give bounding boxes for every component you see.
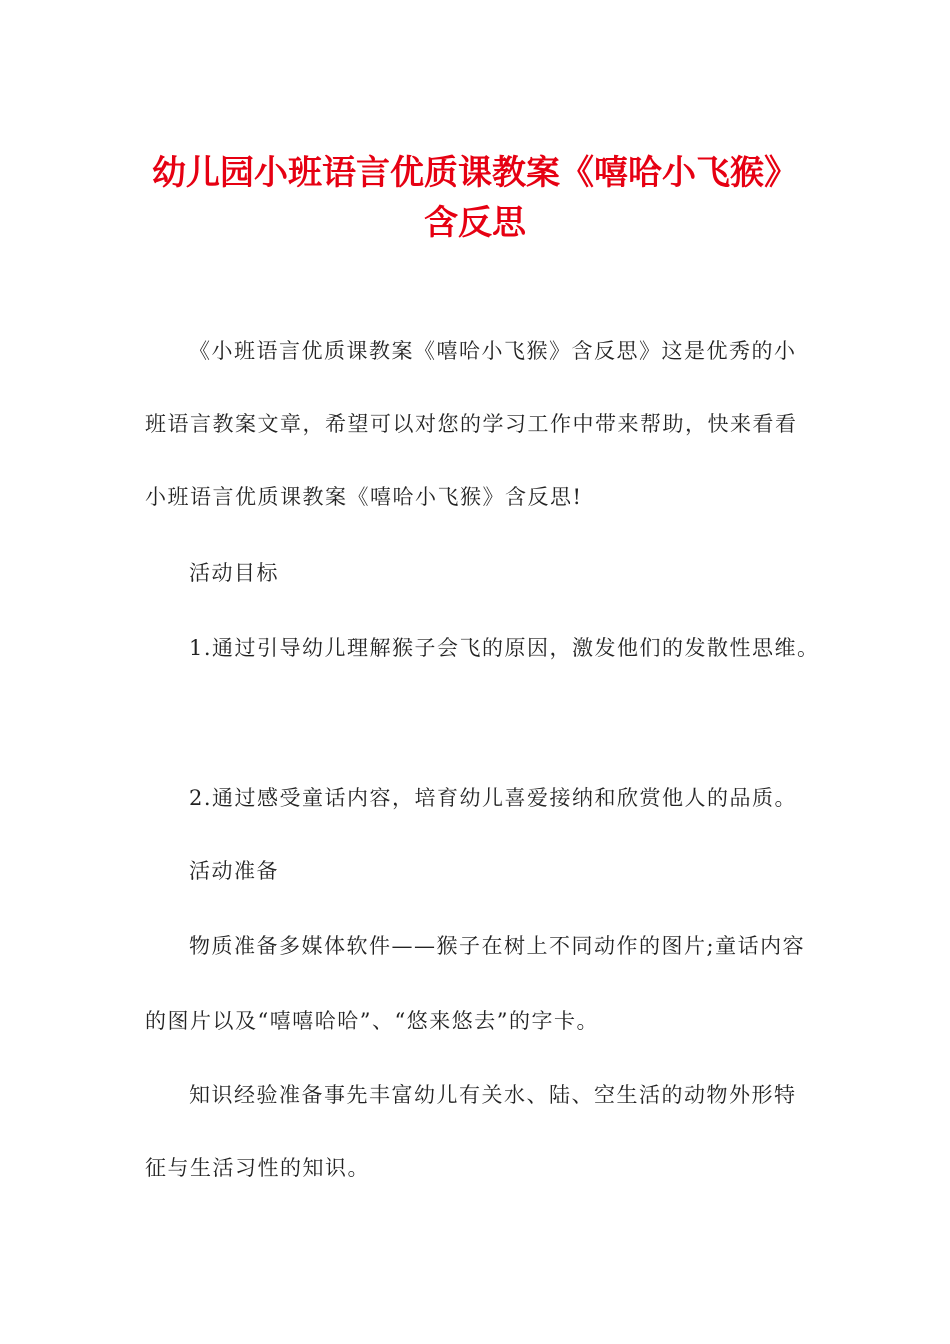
intro-line-2: 班语言教案文章，希望可以对您的学习工作中带来帮助，快来看看 — [145, 412, 798, 436]
intro-line-3: 小班语言优质课教案《嘻哈小飞猴》含反思! — [145, 485, 583, 509]
document-title-line-1: 幼儿园小班语言优质课教案《嘻哈小飞猴》 — [152, 153, 798, 193]
heading-activity-prep: 活动准备 — [189, 859, 279, 883]
prep-knowledge-line-2: 征与生活习性的知识。 — [145, 1156, 370, 1180]
prep-material-line-1: 物质准备多媒体软件——猴子在树上不同动作的图片;童话内容 — [189, 934, 806, 958]
intro-line-1: 《小班语言优质课教案《嘻哈小飞猴》含反思》这是优秀的小 — [189, 339, 797, 363]
heading-activity-goals: 活动目标 — [189, 561, 279, 585]
goal-item-2: 2.通过感受童话内容，培育幼儿喜爱接纳和欣赏他人的品质。 — [189, 786, 798, 810]
prep-knowledge-line-1: 知识经验准备事先丰富幼儿有关水、陆、空生活的动物外形特 — [189, 1083, 797, 1107]
goal-item-1: 1.通过引导幼儿理解猴子会飞的原因，激发他们的发散性思维。 — [189, 636, 820, 660]
document-title-line-2: 含反思 — [424, 203, 526, 243]
prep-material-line-2: 的图片以及“嘻嘻哈哈”、“悠来悠去”的字卡。 — [145, 1009, 599, 1033]
